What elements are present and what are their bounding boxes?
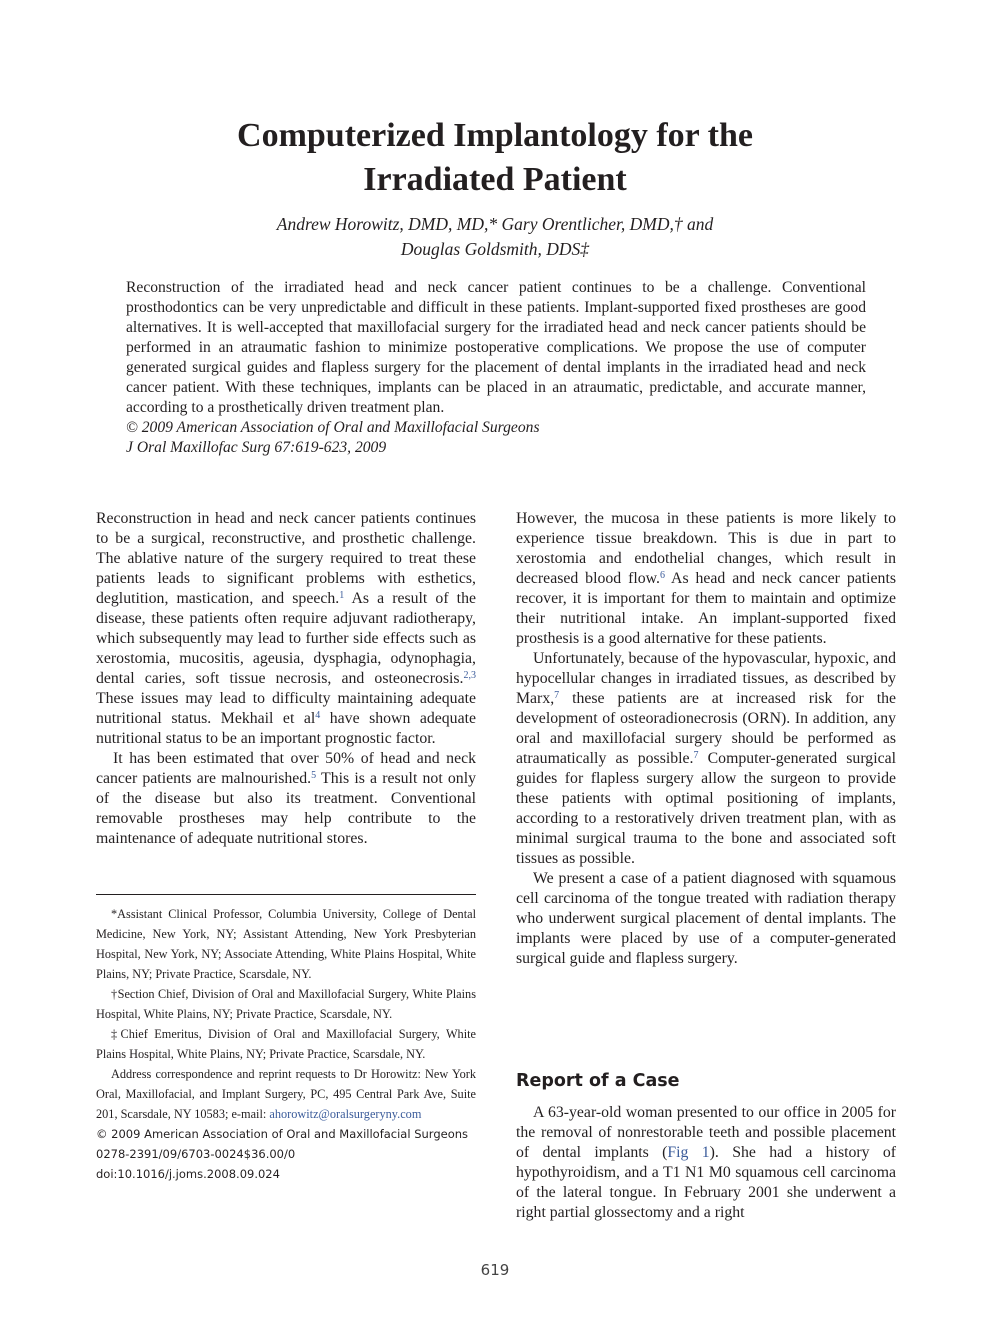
text-run: It has been estimated that over 50% of head and neck cancer patients are malnourished. [96,750,476,787]
text-run: ). She had a history of hypothyroidism, and a T1 N1 M0 squamous cell carcinoma of the lateral tongue. In February 2001 she underwent a right partial glossectomy and a right [516,1144,897,1221]
body-right-column [516,509,896,969]
reference-link[interactable]: 4 [315,710,321,721]
body-paragraph: We present a case of a patient diagnosed with squamous cell carcinoma of the tongue treated with radiation therapy who underwent surgical placement of dental implants. The implants were placed by use of a computer-generated surgical guide and flapless surgery. [516,870,896,967]
footnote [96,1064,476,1124]
journal-citation: J Oral Maxillofac Surg 67:619-623, 2009 [126,439,387,456]
text-run: Reconstruction in head and neck cancer patients continues to be a surgical, reconstructive, and prosthetic challenge. The ablative nature of the surgery required to treat these patients leads to significant problems with esthetics, deglutition, mastication, and speech. [96,510,476,607]
abstract-copyright: © 2009 American Association of Oral and Maxillofacial Surgeons [126,419,540,436]
page-number: 619 [480,1261,510,1279]
body-paragraph [96,749,476,849]
footnote: *Assistant Clinical Professor, Columbia University, College of Dental Medicine, New York, NY; Assistant Attending, New York Presbyterian Hospital, New York, NY; Associate Attending, White Plains Hospital, White Plains, NY; Private Practice, Scarsdale, NY. [96,907,476,981]
reference-link[interactable]: 2,3 [463,670,476,681]
text-run: have shown adequate nutritional status to be an important prognostic factor. [96,710,476,747]
text-run: As a result of the disease, these patients often require adjuvant radiotherapy, which subsequently may lead to further side effects such as xerostomia, mucositis, ageusia, dysphagia, odynophagia, dental caries, soft tissue necrosis, and osteonecrosis. [96,590,476,687]
text-run: these patients are at increased risk for the development of osteoradionecrosis (ORN). In addition, any oral and maxillofacial surgery should be performed as atraumatically as possible. [516,690,896,767]
text-run: This is a result not only of the disease but also its treatment. Conventional removable prostheses may help contribute to the maintenance of adequate nutritional stores. [96,770,476,847]
text-run: Computer-generated surgical guides for flapless surgery allow the surgeon to provide these patients with optimal positioning of implants, according to a restoratively driven treatment plan, with as minimal surgical trauma to the bone and associated soft tissues as possible. [516,750,896,867]
issn-line: 0278-2391/09/6703-0024$36.00/0 [96,1147,296,1161]
title-line-1: Computerized Implantology for the [237,117,753,154]
doi-line[interactable]: doi:10.1016/j.joms.2008.09.024 [96,1167,280,1181]
body-paragraph [516,509,896,649]
case-report-column [516,1103,896,1223]
reference-link[interactable]: 5 [311,770,317,781]
reference-link[interactable]: 1 [339,590,345,601]
footnotes [96,904,476,1184]
text-run: As head and neck cancer patients recover, it is important for them to maintain and optimize their nutritional intake. An implant-supported fixed prosthesis is a good alternative for these patients. [516,570,896,647]
abstract-text: Reconstruction of the irradiated head and neck cancer patient continues to be a challenge. Conventional prosthodontics can be very unpredictable and difficult in these patients. Implant-supported fixed prostheses are good alternatives. It is well-accepted that maxillofacial surgery for the irradiated head and neck cancer patients should be performed in an atraumatic fashion to minimize postoperative complications. We propose the use of computer generated surgical guides and flapless surgery for the placement of dental implants in the irradiated head and neck cancer patient. With these techniques, implants can be placed in an atraumatic, predictable, and accurate manner, according to a prosthetically driven treatment plan. [126,279,866,416]
body-paragraph [516,649,896,869]
reference-link[interactable]: 6 [659,570,665,581]
text-run: However, the mucosa in these patients is more likely to experience tissue breakdown. This is due in part to xerostomia and endothelial changes, which result in decreased blood flow. [516,510,896,587]
article-title [95,114,895,202]
footnote: †Section Chief, Division of Oral and Maxillofacial Surgery, White Plains Hospital, White Plains, NY; Private Practice, Scarsdale, NY. [96,987,476,1021]
reference-link[interactable]: 7 [693,750,699,761]
abstract [126,278,866,458]
body-paragraph [516,1103,896,1223]
text-run: A 63-year-old woman presented to our office in 2005 for the removal of nonrestorable teeth and possible placement of dental implants ( [516,1104,896,1161]
reference-link[interactable]: 7 [554,690,560,701]
footnote-divider [96,894,476,895]
email-link[interactable]: ahorowitz@oralsurgeryny.com [269,1107,422,1121]
figure-link[interactable]: Fig 1 [667,1144,710,1161]
body-paragraph [96,509,476,749]
author-list [150,212,840,262]
authors-line-2: Douglas Goldsmith, DDS‡ [400,239,590,259]
body-left-column [96,509,476,849]
footnote: ‡Chief Emeritus, Division of Oral and Maxillofacial Surgery, White Plains Hospital, White Plains, NY; Private Practice, Scarsdale, NY. [96,1027,476,1061]
authors-line-1: Andrew Horowitz, DMD, MD,* Gary Orentlicher, DMD,† and [276,214,714,234]
text-run: Address correspondence and reprint requests to Dr Horowitz: New York Oral, Maxillofacial, and Implant Surgery, PC, 495 Central Park Ave, Suite 201, Scarsdale, NY 10583; e-mail: [96,1067,476,1121]
text-run: These issues may lead to difficulty maintaining adequate nutritional status. Mekhail et al [96,690,476,727]
title-line-2: Irradiated Patient [363,161,627,198]
footnote-copyright: © 2009 American Association of Oral and Maxillofacial Surgeons [96,1127,469,1141]
section-heading: Report of a Case [516,1071,680,1091]
text-run: Unfortunately, because of the hypovascular, hypoxic, and hypocellular changes in irradiated tissues, as described by Marx, [516,650,896,707]
